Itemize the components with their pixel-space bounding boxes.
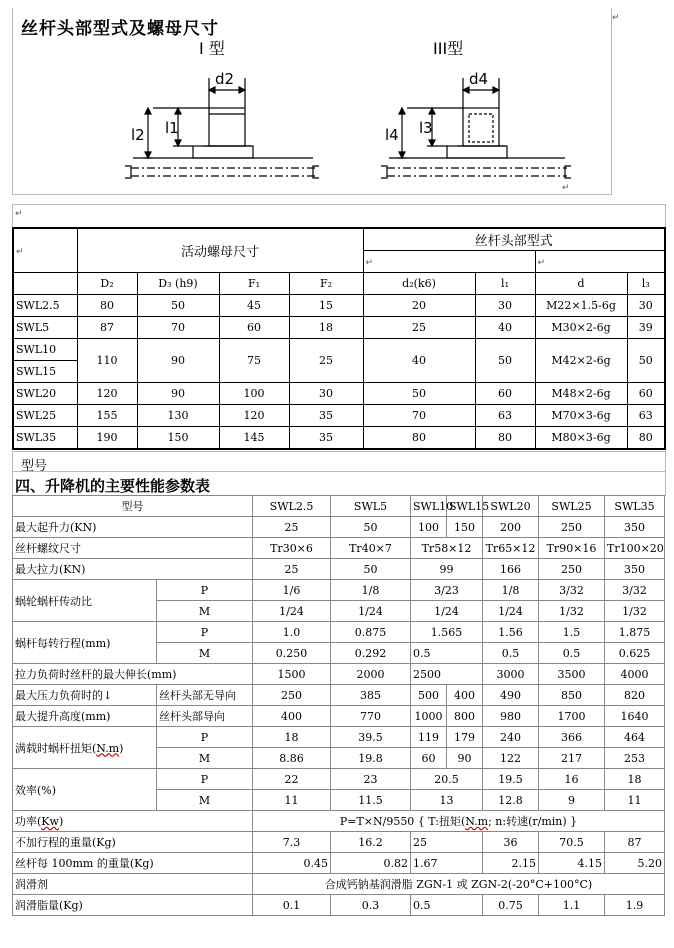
- figure-panel: [12, 8, 612, 195]
- col-header: d₂(k6): [363, 273, 475, 295]
- table-row: SWL25 155 130 120 35 70 63 M70×3-6g 63: [13, 405, 665, 427]
- table-row: M 11 11.5 13 12.8 9 11: [13, 790, 665, 811]
- table-row: 最大提升高度(mm) 丝杆头部导向 400 770 1000 800 980 1700 1640: [13, 706, 665, 727]
- performance-table: 型号 SWL2.5 SWL5 SWL10 SWL15 SWL20 SWL25 SWL35 最大起升力(KN) 25 50 100 150 200 250 350 丝杆螺纹尺寸 Tr30×6 Tr40×7 Tr58×12 Tr65×12 Tr90×16 Tr100×20 最大拉力(KN) 25 50 99 166 250 350 蜗轮蜗杆传动比 P 1/6 1/8 3/23 1/8 3/32 3/32 M 1/24 1/24 1/24 1/24 1/32 1/32 蜗杆每转行程(mm) P 1.0 0.875 1.565 1.56 1.5 1.875 M 0.250 0.292 0.5 0.5 0.5 0.625 拉力负荷时丝杆的最大伸长(mm) 1500 2000 2500 3000 3500 4000 最大压力负荷时的↓ 丝杆头部无导向 250 385 500 400 490 850 820 最大提升高度(mm) 丝杆头部导向 400 770 1000 800 980 1700 1640 满载时蜗杆扭矩(N.m) P 18 39.5 119 179 240 366 464 M 8.86 19.8 60 90 122 217 253 效率(%) P 22 23 20.5 19.5 16 18 M 11 11.5 13 12.8 9 11 功率(Kw) P=T×N/9550 { T:扭矩(N.m; n:转速(r/min) } 不加行程的重量(Kg) 7.3 16.2 25 36 70.5 87 丝杆每 100mm 的重量(Kg) 0.45 0.82 1.67 2.15 4.15 5.20 润滑剂 合成钙钠基润滑脂 ZGN-1 或 ZGN-2(-20°C+100°C) 润滑脂量(Kg) 0.1 0.3 0.5 0.75 1.1 1.9: [12, 495, 665, 916]
- col-header: D₂: [77, 273, 137, 295]
- dim-l2: l2: [131, 126, 145, 144]
- header-label: 型号: [13, 496, 253, 517]
- table-row: 最大拉力(KN) 25 50 99 166 250 350: [13, 559, 665, 580]
- table-row: 最大压力负荷时的↓ 丝杆头部无导向 250 385 500 400 490 850 820: [13, 685, 665, 706]
- table-row: 满载时蜗杆扭矩(N.m) P 18 39.5 119 179 240 366 464: [13, 727, 665, 748]
- group-nut-dims: 活动螺母尺寸: [77, 228, 363, 273]
- type-3-label: III型: [433, 39, 464, 58]
- table-row: M 1/24 1/24 1/24 1/24 1/32 1/32: [13, 601, 665, 622]
- table-row: SWL20 120 90 100 30 50 60 M48×2-6g 60: [13, 383, 665, 405]
- dim-d4: d4: [469, 70, 489, 88]
- table-row: 不加行程的重量(Kg) 7.3 16.2 25 36 70.5 87: [13, 832, 665, 853]
- table-row: SWL5 87 70 60 18 25 40 M30×2-6g 39: [13, 317, 665, 339]
- section-heading: 四、升降机的主要性能参数表: [12, 471, 666, 496]
- table-row: 拉力负荷时丝杆的最大伸长(mm) 1500 2000 2500 3000 3500 4000: [13, 664, 665, 685]
- figure-title: 丝杆头部型式及螺母尺寸: [21, 19, 219, 39]
- table-row: SWL2.5 80 50 45 15 20 30 M22×1.5-6g 30: [13, 295, 665, 317]
- blank-line: ↵: [12, 204, 666, 228]
- table-row: 效率(%) P 22 23 20.5 19.5 16 18: [13, 769, 665, 790]
- paragraph-mark: ↵: [612, 13, 620, 23]
- paragraph-mark: ↵: [562, 183, 570, 193]
- dim-l4: l4: [385, 126, 399, 144]
- table-row: 丝杆螺纹尺寸 Tr30×6 Tr40×7 Tr58×12 Tr65×12 Tr90×16 Tr100×20: [13, 538, 665, 559]
- table-row: 丝杆每 100mm 的重量(Kg) 0.45 0.82 1.67 2.15 4.15 5.20: [13, 853, 665, 874]
- col-header: l₁: [475, 273, 535, 295]
- type-1-label: I 型: [199, 39, 225, 58]
- col-header: F₂: [289, 273, 363, 295]
- col-header: l₃: [627, 273, 665, 295]
- col-header: D₃ (h9): [137, 273, 219, 295]
- col-header: F₁: [219, 273, 289, 295]
- dim-d2: d2: [215, 70, 235, 88]
- table-row: 润滑脂量(Kg) 0.1 0.3 0.5 0.75 1.1 1.9: [13, 895, 665, 916]
- dim-l3: l3: [419, 119, 433, 137]
- table-row: 最大起升力(KN) 25 50 100 150 200 250 350: [13, 517, 665, 538]
- dim-l1: l1: [165, 119, 179, 137]
- table-row: SWL15: [13, 361, 665, 383]
- table-row: 蜗轮蜗杆传动比 P 1/6 1/8 3/23 1/8 3/32 3/32: [13, 580, 665, 601]
- nut-dimension-table: ↵ 活动螺母尺寸 丝杆头部型式 ↵ ↵ D₂ D₃ (h9) F₁ F₂ d₂(k6) l₁ d l₃ SWL2.5 80 50 45 15 20 30 M22×1.5-6g 30 SWL5 87 70 60 18 25 40 M30×2-6g 39 SWL10 110 90 75 25 40 50 M42×2-6g 50 SWL15 SWL20 120 90 100 30 50 60 M48×2-6g 60 SWL25 155 130 120 35 70 63 M70×3-6g 63 SWL35 190 150 145 35 80 80 M80×3-6g 80: [12, 227, 666, 450]
- table-row: 功率(Kw) P=T×N/9550 { T:扭矩(N.m; n:转速(r/min) }: [13, 811, 665, 832]
- table-row: M 8.86 19.8 60 90 122 217 253: [13, 748, 665, 769]
- table-row: M 0.250 0.292 0.5 0.5 0.5 0.625: [13, 643, 665, 664]
- col-header: d: [535, 273, 627, 295]
- group-head-type: 丝杆头部型式: [363, 228, 665, 251]
- table-row: SWL35 190 150 145 35 80 80 M80×3-6g 80: [13, 427, 665, 450]
- screw-head-drawing: [13, 8, 611, 194]
- table-row: 润滑剂 合成钙钠基润滑脂 ZGN-1 或 ZGN-2(-20°C+100°C): [13, 874, 665, 895]
- table-row: SWL10 110 90 75 25 40 50 M42×2-6g 50: [13, 339, 665, 361]
- table-row: 蜗杆每转行程(mm) P 1.0 0.875 1.565 1.56 1.5 1.875: [13, 622, 665, 643]
- note-line: 型号: [12, 451, 666, 472]
